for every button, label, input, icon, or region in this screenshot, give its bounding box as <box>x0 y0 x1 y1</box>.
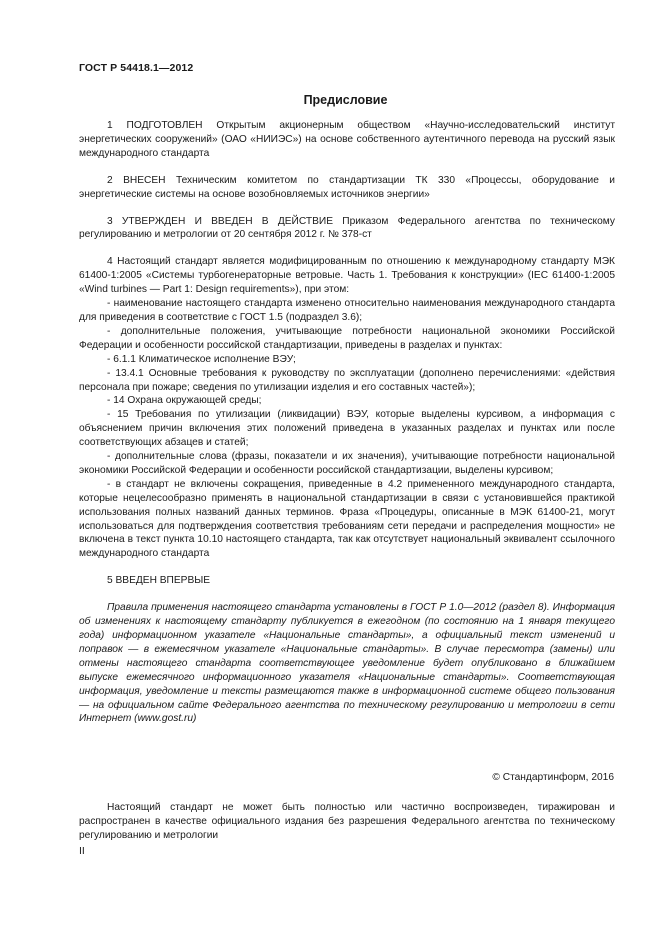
copyright-line: © Стандартинформ, 2016 <box>492 772 614 783</box>
document-code-header: ГОСТ Р 54418.1—2012 <box>79 62 194 74</box>
paragraph-4-item: - 15 Требования по утилизации (ликвидации) ВЭУ, которые выделены курсивом, а информация с объяснением причин включения этих положений приведена в указанных разделах и пунктах или после соответствующих абзацев и статей; <box>79 409 615 449</box>
paragraph-3: 3 УТВЕРЖДЕН И ВВЕДЕН В ДЕЙСТВИЕ Приказом Федерального агентства по техническому регулированию и метрологии от 20 сентября 2012 г. № 378-ст <box>79 215 615 241</box>
page-number: II <box>79 845 85 857</box>
paragraph-5: 5 ВВЕДЕН ВПЕРВЫЕ <box>107 575 211 587</box>
paragraph-1: 1 ПОДГОТОВЛЕН Открытым акционерным обществом «Научно-исследовательский институт энергетических сооружений» (ОАО «НИИЭС») на основе собственного аутентичного перевода на русский язык международного стандарта <box>79 120 615 159</box>
paragraph-4-item: - наименование настоящего стандарта изменено относительно наименования международного стандарта для приведения в соответствие с ГОСТ 1.5 (подраздел 3.6); <box>79 298 615 323</box>
reproduction-notice-text: Настоящий стандарт не может быть полностью или частично воспроизведен, тиражирован и распространен в качестве официального издания без разрешения Федерального агентства по техническому регулированию и метрологии <box>79 802 615 841</box>
paragraph-2: 2 ВНЕСЕН Техническим комитетом по стандартизации ТК 330 «Процессы, оборудование и энергетические системы на основе возобновляемых источников энергии» <box>79 174 615 200</box>
foreword-body <box>79 119 615 726</box>
page-title: Предисловие <box>303 93 388 107</box>
application-rules-note: Правила применения настоящего стандарта установлены в ГОСТ Р 1.0—2012 (раздел 8). Информация об изменениях к настоящему стандарту публикуется в ежегодном (по состоянию на 1 января текущего года) информационном указателе «Национальные стандарты», а официальный текст изменений и поправок — в ежемесячном указателе «Национальные стандарты». В случае пересмотра (замены) или отмены настоящего стандарта соответствующее уведомление будет опубликовано в ближайшем выпуске ежемесячного информационного указателя «Национальные стандарты». Соответствующая информация, уведомление и тексты размещаются также в информационной системе общего пользования — на официальном сайте Федерального агентства по техническому регулированию и метрологии в сети Интернет (www.gost.ru) <box>79 602 615 725</box>
reproduction-notice <box>79 801 615 843</box>
paragraph-4-item: - 13.4.1 Основные требования к руководству по эксплуатации (дополнено перечислениями: «действия персонала при пожаре; сведения по утилизации изделия и его составных частей»); <box>79 367 615 393</box>
paragraph-4-item: - 6.1.1 Климатическое исполнение ВЭУ; <box>107 353 296 365</box>
paragraph-4: 4 Настоящий стандарт является модифицированным по отношению к международному стандарту МЭК 61400-1:2005 «Системы турбогенераторные ветровые. Часть 1. Требования к конструкции» (IEC 61400-1:2005 «Wind turbines — Part 1: Design requirements»), при этом: <box>79 256 615 296</box>
paragraph-4-item: - 14 Охрана окружающей среды; <box>107 395 262 407</box>
paragraph-4-item: - дополнительные слова (фразы, показатели и их значения), учитывающие потребности национальной экономики Российской Федерации и особенности российской стандартизации, выделены курсивом; <box>79 451 615 476</box>
paragraph-4-item: - дополнительные положения, учитывающие потребности национальной экономики Российской Федерации и особенности российской стандартизации, приведены в разделах и пунктах: <box>79 325 615 351</box>
paragraph-4-item: - в стандарт не включены сокращения, приведенные в 4.2 примененного международного стандарта, которые нецелесообразно применять в национальной стандартизации в связи с установившейся практикой использования полных названий данных терминов. Фраза «Процедуры, описанные в МЭК 61400-21, могут использоваться для подтверждения соответствия требованиям сети передачи и распределения мощности» не включена в текст пункта 10.10 настоящего стандарта, так как отсутствует национальный эквивалент ссылочного международного стандарта <box>79 478 615 560</box>
